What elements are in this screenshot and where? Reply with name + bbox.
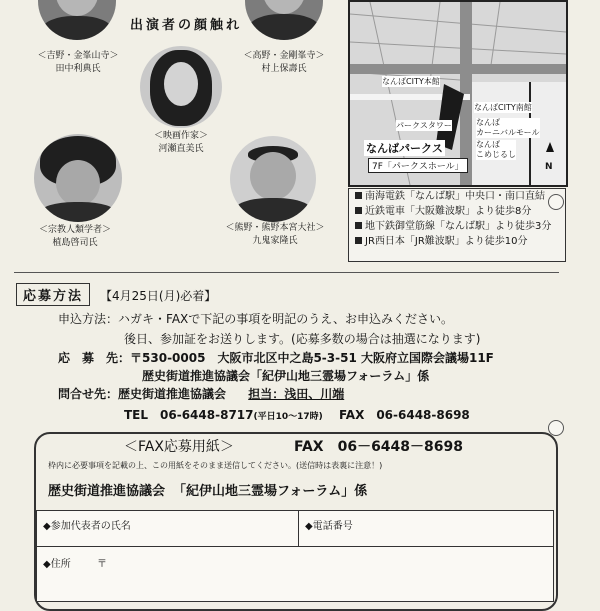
field-label-address: ◆住所: [43, 559, 71, 570]
access-line: 南海電鉄「なんば駅」中央口・南口直結: [349, 189, 565, 204]
venue-map: [348, 0, 568, 187]
postal-mark: 〒: [97, 559, 107, 570]
apply-deadline: 【4月25日(月)必着】: [100, 289, 217, 303]
representative-name-field[interactable]: [36, 510, 300, 548]
punch-hole: [548, 194, 564, 210]
apply-contact: 問合せ先：歴史街道推進協議会 担当：浅田、川端: [58, 387, 345, 401]
fax-form-title: ＜FAX応募用紙＞: [124, 439, 234, 455]
fax-form-instruction: 枠内に必要事項を記載の上、この用紙をそのまま送信してください。(送信時は表裏に注意！): [48, 461, 383, 470]
apply-method: 申込方法：ハガキ・FAXで下記の事項を明記のうえ、お申込みください。: [58, 312, 453, 326]
apply-phone-fax: TEL 06-6448-8717(平日10～17時) FAX 06-6448-8698: [124, 408, 470, 422]
access-line: 地下鉄御堂筋線「なんば駅」より徒歩3分: [349, 219, 565, 234]
caption-murakami: ＜高野・金剛峯寺＞ 村上保壽氏: [243, 51, 325, 74]
field-label-name: ◆参加代表者の氏名: [43, 521, 131, 532]
portrait-murakami: [245, 0, 323, 40]
map-label-parks-tower: パークスタワー: [396, 121, 452, 130]
caption-kawase: ＜映画作家＞ 河瀬直美氏: [153, 131, 208, 154]
caption-tanaka: ＜吉野・金峯山寺＞ 田中利典氏: [37, 51, 119, 74]
north-indicator: N: [545, 162, 553, 172]
portrait-kuki: [230, 136, 316, 222]
portrait-kawase: [140, 46, 222, 128]
address-field[interactable]: [36, 546, 554, 602]
apply-title: 応募方法: [16, 283, 90, 306]
fax-form-recipient: 歴史街道推進協議会 「紀伊山地三霊場フォーラム」係: [48, 484, 368, 499]
map-label-city-nankan: なんばCITY南館: [474, 103, 532, 112]
map-label-carnival-mall: なんば カーニバルモール: [476, 118, 540, 137]
portrait-tanaka: [38, 0, 116, 40]
divider-line: [14, 272, 559, 273]
fax-form-number: FAX 06－6448－8698: [294, 439, 463, 455]
apply-address: 応 募 先：〒530-0005 大阪市北区中之島5-3-51 大阪府立国際会議場11F: [58, 351, 494, 365]
map-label-city-honkan: なんばCITY本館: [382, 77, 440, 86]
map-label-hall: 7F「パークスホール」: [368, 158, 468, 173]
apply-recipient: 歴史街道推進協議会「紀伊山地三霊場フォーラム」係: [142, 369, 430, 383]
apply-method-note: 後日、参加証をお送りします。(応募多数の場合は抽選になります): [124, 332, 481, 346]
access-line: 近鉄電車「大阪難波駅」より徒歩8分: [349, 204, 565, 219]
caption-kuki: ＜熊野・熊野本宮大社＞ 九鬼家隆氏: [225, 223, 325, 246]
caption-ueshima: ＜宗教人類学者＞ 植島啓司氏: [38, 225, 111, 248]
performers-heading: 出演者の顔触れ: [130, 18, 243, 33]
portrait-ueshima: [34, 134, 122, 222]
field-label-phone: ◆電話番号: [305, 521, 353, 532]
fax-application-form: [34, 432, 558, 611]
map-label-namba-parks: なんばパークス: [366, 142, 443, 155]
map-label-kome: なんば こめじるし: [476, 140, 516, 159]
access-info: [348, 188, 566, 262]
access-line: JR西日本「JR難波駅」より徒歩10分: [349, 234, 565, 249]
phone-number-field[interactable]: [298, 510, 554, 548]
